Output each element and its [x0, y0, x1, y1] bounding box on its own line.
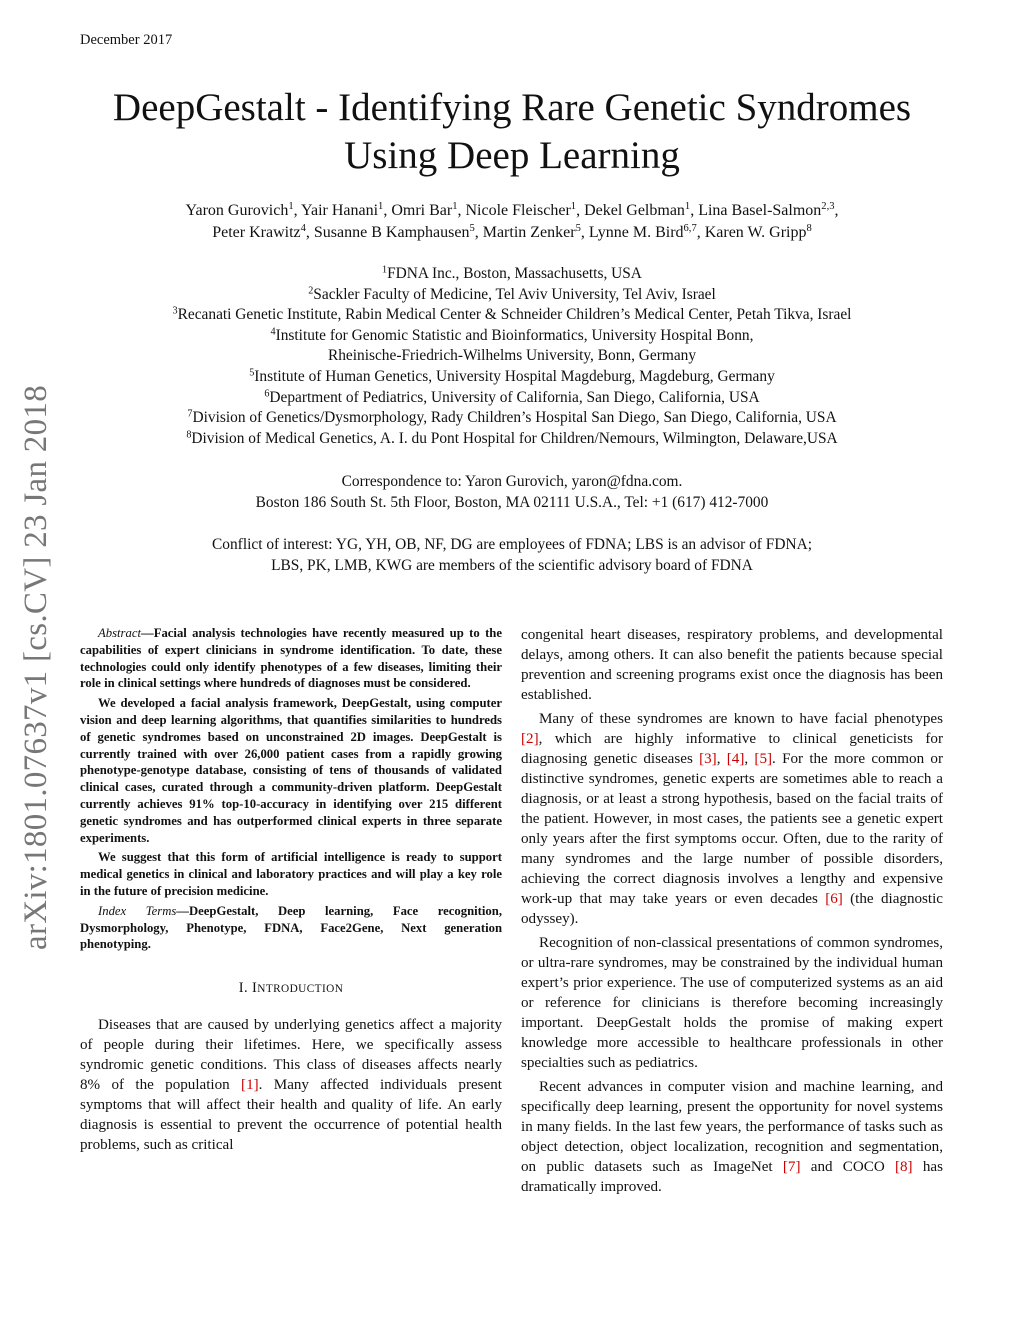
affiliation-list	[80, 264, 944, 449]
conflict-line-1: Conflict of interest: YG, YH, OB, NF, DG are employees of FDNA; LBS is an advisor of FDNA;	[212, 536, 812, 553]
affiliation	[80, 429, 944, 450]
affiliation	[80, 367, 944, 388]
correspondence-line-1: Correspondence to: Yaron Gurovich, yaron@fdna.com.	[341, 473, 683, 490]
affiliation-text: Recanati Genetic Institute, Rabin Medical Center & Schneider Children’s Medical Center, Petah Tikva, Israel	[177, 306, 852, 324]
paragraph-text: ,	[744, 751, 755, 767]
citation-link[interactable]: [5]	[754, 751, 773, 767]
arxiv-identifier: arXiv:1801.07637v1 [cs.CV] 23 Jan 2018	[18, 384, 54, 950]
author-affiliation-mark: 5	[575, 223, 581, 235]
affiliation-mark: 3	[172, 305, 178, 317]
citation-link[interactable]: [2]	[521, 731, 539, 747]
title-line-1: DeepGestalt - Identifying Rare Genetic Syndromes	[112, 86, 912, 129]
author	[483, 224, 581, 241]
affiliation-text: Institute for Genomic Statistic and Bioinformatics, University Hospital Bonn,	[275, 326, 754, 344]
author-name: Omri Bar	[391, 202, 453, 219]
section-title-initial: I	[252, 980, 258, 997]
conflict-of-interest	[80, 534, 944, 576]
author-affiliation-mark: 5	[469, 223, 475, 235]
affiliation	[80, 408, 944, 429]
affiliation-mark: 6	[264, 387, 270, 399]
author	[698, 202, 834, 219]
correspondence-line-2: Boston 186 South St. 5th Floor, Boston, MA 02111 U.S.A., Tel: +1 (617) 412-7000	[255, 494, 769, 511]
affiliation-mark: 1	[382, 264, 388, 276]
paragraph-text: has dramatically improved.	[521, 1159, 943, 1195]
abstract-paragraph-3: We suggest that this form of artificial intelligence is ready to support medical genetics in clinical and laboratory practices and will play a key role in the future of precision medicine.	[80, 850, 502, 898]
citation-link[interactable]: [1]	[241, 1077, 259, 1094]
author	[212, 224, 306, 241]
author-affiliation-mark: 1	[378, 201, 384, 213]
affiliation	[80, 285, 944, 306]
affiliation-text: Sackler Faculty of Medicine, Tel Aviv University, Tel Aviv, Israel	[313, 285, 716, 303]
author-name: Lina Basel-Salmon	[698, 202, 822, 219]
abstract-paragraph-2: We developed a facial analysis framework, DeepGestalt, using computer vision and deep learning algorithms, that quantifies similarities to hundreds of genetic syndromes based on unconstrained 2D images. DeepGestalt is currently trained with over 26,000 patient cases from a rapidly growing phenotype-genotype database, consisting of tens of thousands of validated clinical cases, curated through a community-driven platform. DeepGestalt currently achieves 91% top-10-accuracy in identifying over 215 different genetic syndromes and has outperformed clinical experts in three separate experiments.	[80, 696, 502, 845]
author-name: Yair Hanani	[301, 202, 379, 219]
page-date: December 2017	[80, 32, 173, 48]
author-affiliation-mark: 1	[570, 201, 577, 213]
section-number: I.	[238, 980, 253, 997]
affiliation-text: FDNA Inc., Boston, Massachusetts, USA	[387, 265, 642, 282]
author	[301, 202, 383, 219]
author-affiliation-mark: 8	[806, 223, 812, 235]
author-name: Lynne M. Bird	[588, 224, 684, 241]
conflict-line-2: LBS, PK, LMB, KWG are members of the scientific advisory board of FDNA	[271, 557, 753, 574]
paragraph-text: Recent advances in computer vision and machine learning, and specifically deep learning, present the opportunity for novel systems in many fields. In the last few years, the performance of tasks such as object detection, object localization, recognition and segmentation, on public datasets such as ImageNet	[521, 1079, 943, 1175]
citation-link[interactable]: [3]	[699, 751, 717, 767]
author-affiliation-mark: 6,7	[683, 223, 697, 235]
author	[391, 202, 457, 219]
author-affiliation-mark: 4	[300, 223, 306, 235]
index-terms-label: Index Terms	[98, 903, 177, 918]
section-title-rest: NTRODUCTION	[257, 983, 344, 996]
intro-paragraph-4	[521, 1077, 943, 1197]
affiliation	[80, 346, 944, 367]
author	[314, 224, 475, 241]
author-name: Dekel Gelbman	[584, 202, 685, 219]
author	[186, 202, 294, 219]
left-column	[80, 625, 502, 1159]
paragraph-text: , which are highly informative to clinical geneticists for diagnosing genetic diseases	[521, 731, 943, 767]
author	[465, 202, 576, 219]
paragraph-text: and COCO	[800, 1159, 895, 1175]
author-affiliation-mark: 1	[452, 201, 458, 213]
citation-link[interactable]: [4]	[726, 751, 745, 767]
author-affiliation-mark: 2,3	[821, 201, 835, 213]
intro-paragraph-1	[80, 1015, 502, 1155]
author-affiliation-mark: 1	[684, 201, 691, 213]
affiliation-mark: 8	[186, 429, 192, 441]
intro-paragraph-2	[521, 709, 943, 929]
author	[589, 224, 697, 241]
section-heading-introduction	[80, 980, 502, 997]
author-name: Yaron Gurovich	[185, 202, 289, 219]
author-list: Yaron Gurovich$^1$, Yair Hanani$^1$, Omri Bar$^1$, Nicole Fleischer$^1$, Dekel Gelbman$^1$, Lina Basel-Salmon$^{2,3}$, Peter Krawitz$^4$, Susanne B Kamphausen$^5$, Martin Zenker$^5$, Lynne M. Bird$^{6,7}$, Karen W. Gripp$^8$	[185, 201, 839, 241]
author-name: Martin Zenker	[482, 224, 576, 241]
affiliation-text: Rheinische-Friedrich-Wilhelms University, Bonn, Germany	[327, 347, 697, 365]
paragraph-text: Diseases that are caused by underlying genetics affect a majority of people during their lifetimes. Here, we specifically assess syndromic genetic conditions. This class of diseases affects nearly 8% of the population	[80, 1017, 502, 1094]
abstract-label: Abstract	[98, 626, 141, 640]
right-column	[521, 625, 943, 1201]
paragraph-text: . For the more common or distinctive syndromes, genetic experts are sometimes able to reach a diagnosis, or at least a strong hypothesis, based on the facial traits of the patient. However, in most cases, the patients see a genetic expert only years after the first symptoms occur. Often, due to the rarity of many syndromes and the large number of possible disorders, achieving the correct diagnosis involves a lengthy and expensive work-up that may take years or even decades	[521, 751, 943, 907]
author-name: Susanne B Kamphausen	[313, 224, 470, 241]
intro-paragraph-1-continued: congenital heart diseases, respiratory problems, and developmental delays, among others. It can also benefit the patients because special prevention and screening programs exist once the diagnosis has been established.	[521, 627, 943, 703]
author	[584, 202, 690, 219]
author-name: Peter Krawitz	[212, 224, 301, 241]
author-affiliation-mark: 1	[288, 201, 294, 213]
paragraph-text: . Many affected individuals present symptoms that will affect their health and quality of life. An early diagnosis is essential to prevent the occurrence of potential health problems, such as critical	[80, 1077, 502, 1154]
affiliation-mark: 4	[270, 326, 276, 338]
paper-title	[60, 84, 964, 180]
affiliation-mark: 2	[308, 285, 314, 297]
abstract-paragraph-1	[80, 625, 502, 692]
title-line-2: Using Deep Learning	[344, 134, 680, 177]
affiliation	[80, 305, 944, 326]
author-name: Nicole Fleischer	[465, 202, 571, 219]
author	[705, 224, 812, 241]
affiliation-text: Division of Genetics/Dysmorphology, Rady Children’s Hospital San Diego, San Diego, California, USA	[192, 409, 837, 427]
affiliation	[80, 326, 944, 347]
citation-link[interactable]: [6]	[825, 891, 843, 907]
affiliation	[80, 388, 944, 409]
affiliation-text: Division of Medical Genetics, A. I. du Pont Hospital for Children/Nemours, Wilmington, Delaware,USA	[191, 429, 838, 447]
paragraph-text: ,	[716, 751, 727, 767]
affiliation-text: Institute of Human Genetics, University Hospital Magdeburg, Magdeburg, Germany	[254, 367, 775, 385]
author-name: Karen W. Gripp	[704, 224, 807, 241]
correspondence	[80, 471, 944, 513]
affiliation-mark: 5	[249, 367, 255, 379]
citation-link[interactable]: [8]	[894, 1159, 913, 1175]
affiliation-mark: 7	[187, 408, 193, 420]
paragraph-text: (the diagnostic odyssey).	[521, 891, 943, 927]
paragraph-text: Many of these syndromes are known to have facial phenotypes	[539, 711, 943, 727]
index-terms	[80, 903, 502, 953]
index-terms-text: —DeepGestalt, Deep learning, Face recognition, Dysmorphology, Phenotype, FDNA, Face2Gene, Next generation phenotyping.	[80, 903, 502, 952]
intro-paragraph-3: Recognition of non-classical presentations of common syndromes, or ultra-rare syndromes, may be constrained by the individual human expert’s prior experience. The use of computerized systems as an aid or reference for clinicians is therefore becoming increasingly important. DeepGestalt holds the promise of making expert knowledge more accessible to healthcare professionals in other specialties such as pediatrics.	[521, 935, 943, 1071]
citation-link[interactable]: [7]	[782, 1159, 801, 1175]
abstract-text-1: —Facial analysis technologies have recently measured up to the capabilities of expert clinicians in syndrome identification. To date, these technologies could only identify phenotypes of a few diseases, limiting their role in clinical settings where hundreds of diagnoses must be considered.	[80, 626, 502, 691]
affiliation-text: Department of Pediatrics, University of California, San Diego, California, USA	[269, 388, 760, 406]
affiliation	[80, 264, 944, 285]
